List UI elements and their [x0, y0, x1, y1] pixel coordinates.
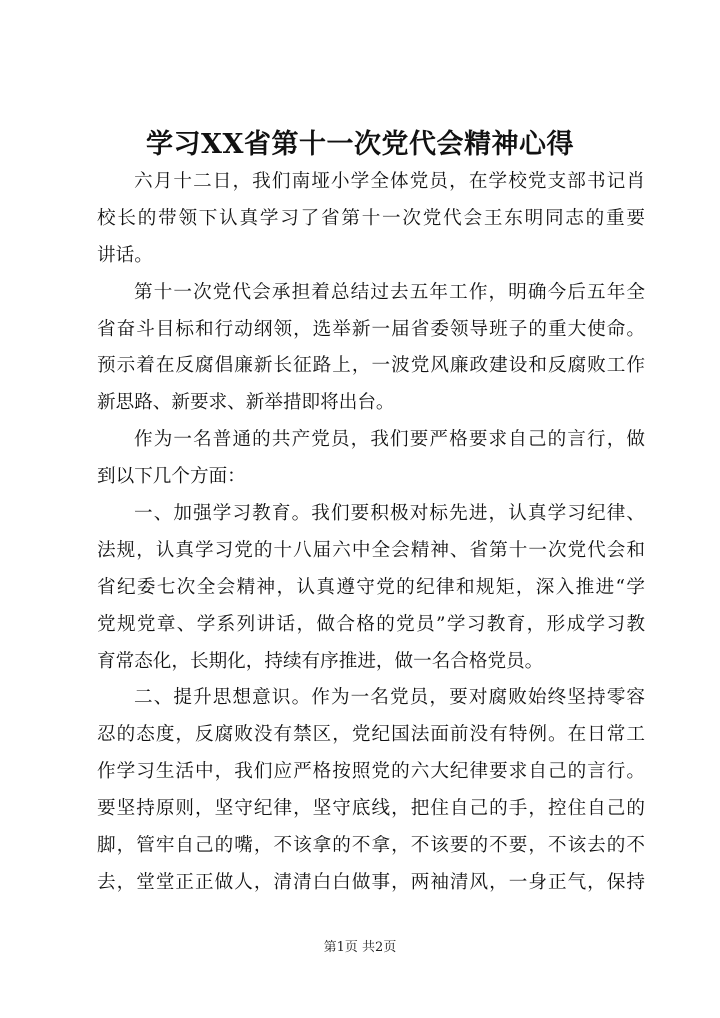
- paragraph-line: 省奋斗目标和行动纲领，选举新一届省委领导班子的重大使命。: [97, 318, 645, 340]
- paragraph-line: 新思路、新要求、新举措即将出台。: [97, 392, 395, 414]
- paragraph-line: 校长的带领下认真学习了省第十一次党代会王东明同志的重要: [97, 207, 645, 229]
- paragraph-line: 第十一次党代会承担着总结过去五年工作，明确今后五年全: [134, 281, 645, 303]
- page-footer: 第1页 共2页: [323, 940, 397, 955]
- paragraph-line: 育常态化，长期化，持续有序推进，做一名合格党员。: [97, 650, 544, 672]
- paragraph-line: 要坚持原则，坚守纪律，坚守底线，把住自己的手，控住自己的: [97, 798, 645, 820]
- paragraph-line: 作为一名普通的共产党员，我们要严格要求自己的言行，做: [134, 429, 645, 451]
- paragraph-line: 党规党章、学系列讲话，做合格的党员”学习教育，形成学习教: [97, 613, 645, 635]
- paragraph-line: 预示着在反腐倡廉新长征路上，一波党风廉政建设和反腐败工作: [97, 355, 645, 377]
- document-title: 学习XX省第十一次党代会精神心得: [146, 129, 574, 160]
- paragraph-line: 到以下几个方面：: [97, 466, 246, 488]
- paragraph-line: 忍的态度，反腐败没有禁区，党纪国法面前没有特例。在日常工: [97, 724, 645, 746]
- paragraph-line: 六月十二日，我们南垭小学全体党员，在学校党支部书记肖: [134, 171, 645, 192]
- paragraph-line: 作学习生活中，我们应严格按照党的六大纪律要求自己的言行。: [97, 761, 645, 783]
- paragraph-line: 一、加强学习教育。我们要积极对标先进，认真学习纪律、: [134, 503, 645, 525]
- paragraph-line: 法规，认真学习党的十八届六中全会精神、省第十一次党代会和: [97, 539, 645, 561]
- paragraph-line: 省纪委七次全会精神，认真遵守党的纪律和规矩，深入推进“学: [97, 576, 645, 598]
- paragraph-line: 讲话。: [97, 244, 153, 266]
- document-body: [97, 164, 645, 902]
- paragraph-line: 去，堂堂正正做人，清清白白做事，两袖清风，一身正气，保持: [97, 871, 645, 893]
- paragraph-line: 二、提升思想意识。作为一名党员，要对腐败始终坚持零容: [134, 687, 645, 709]
- paragraph-line: 脚，管牢自己的嘴，不该拿的不拿，不该要的不要，不该去的不: [97, 835, 645, 857]
